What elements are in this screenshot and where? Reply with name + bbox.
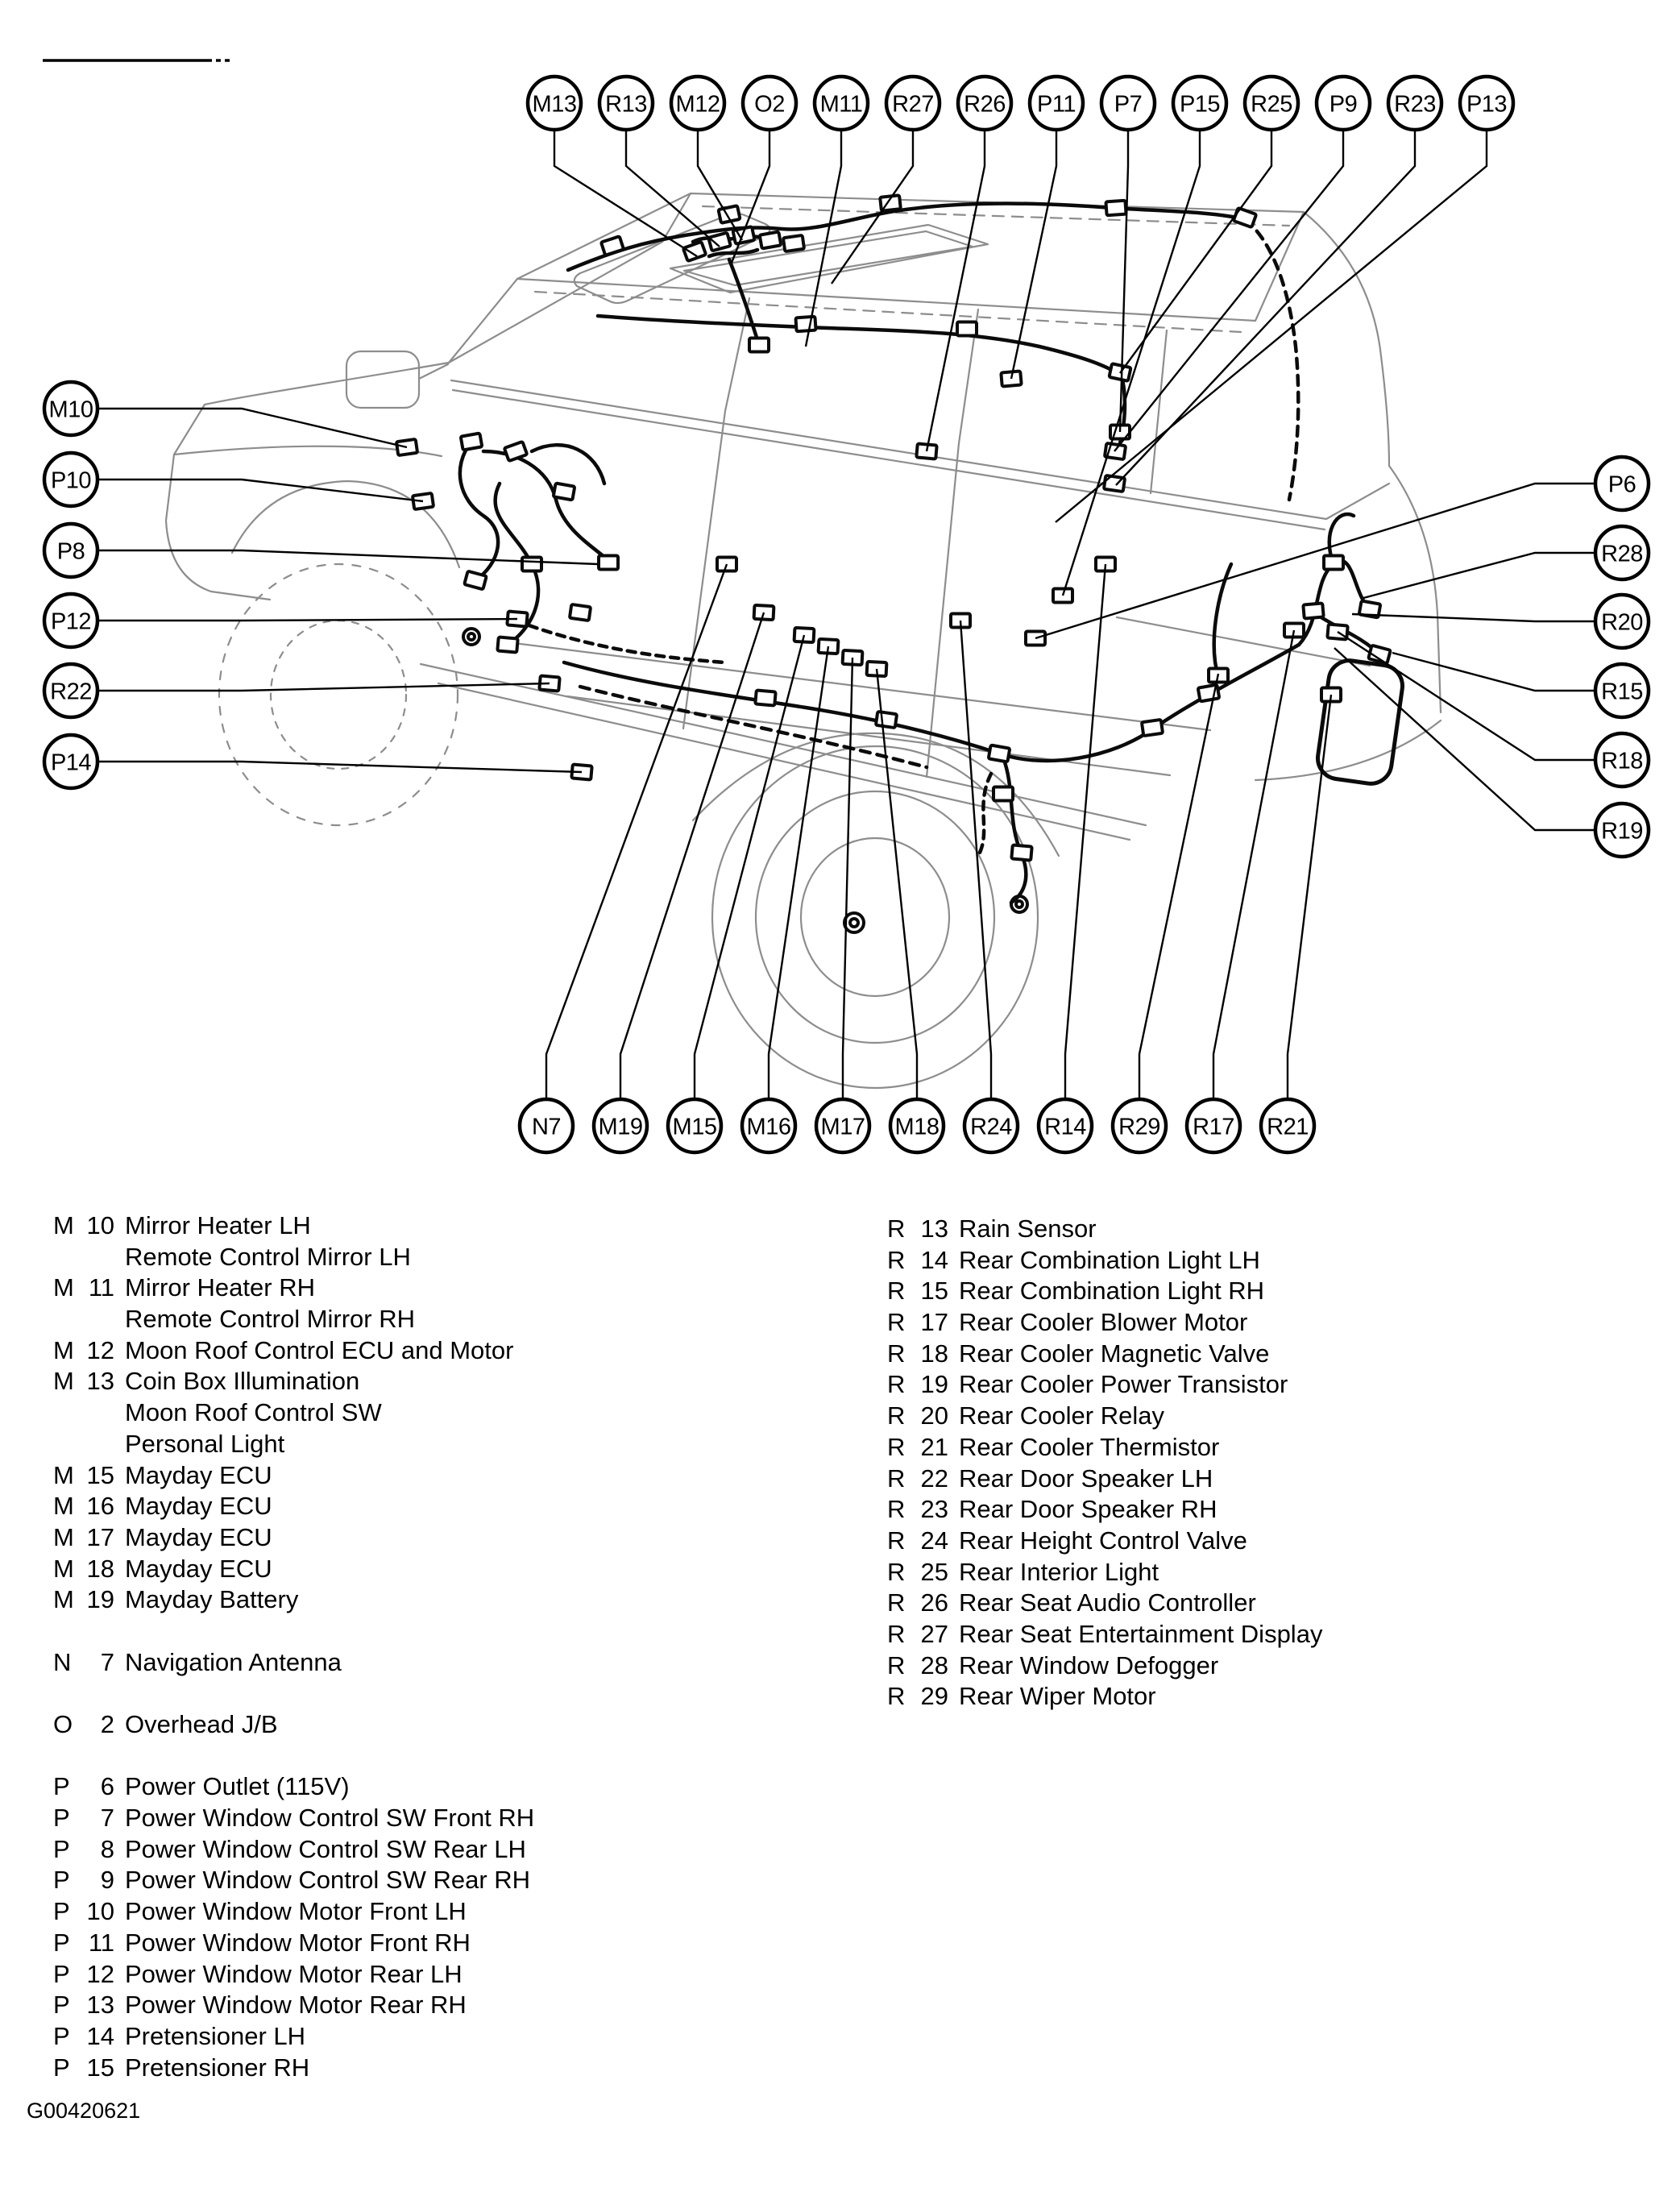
legend-code-letter: P — [53, 1897, 70, 1926]
legend-name: Rear Door Speaker LH — [959, 1464, 1213, 1493]
legend-row — [887, 1557, 1322, 1588]
connector-block — [601, 236, 624, 255]
leader-line-r29 — [1139, 674, 1218, 1099]
callout-label-r23: R23 — [1394, 91, 1436, 118]
connector-block — [760, 232, 782, 249]
legend-code-number: 26 — [920, 1588, 948, 1617]
legend-name: Power Window Control SW Rear LH — [125, 1834, 526, 1863]
legend-code-number: 27 — [920, 1619, 948, 1648]
legend-row — [53, 1834, 534, 1866]
connector-block — [749, 338, 769, 352]
legend-code — [53, 1834, 125, 1866]
callout-label-r21: R21 — [1267, 1114, 1309, 1140]
legend-code-letter: R — [887, 1557, 906, 1586]
legend-row — [887, 1432, 1322, 1464]
legend-code-number: 9 — [100, 1866, 114, 1895]
leader-line-r15 — [1392, 653, 1595, 691]
legend-code — [887, 1588, 959, 1619]
legend-code-number: 24 — [920, 1526, 948, 1555]
callout-label-p9: P9 — [1329, 91, 1358, 118]
legend-name: Rear Cooler Thermistor — [959, 1432, 1220, 1461]
leader-line-r20 — [1352, 614, 1595, 621]
harness-lines — [460, 204, 1405, 903]
leader-line-m18 — [877, 669, 917, 1099]
legend-code — [53, 1709, 125, 1741]
legend-code — [53, 1959, 125, 1991]
legend-name: Power Window Control SW Front RH — [125, 1804, 535, 1833]
legend-code-letter: P — [53, 1804, 70, 1833]
connector-block — [1011, 845, 1031, 860]
legend-name: Rear Door Speaker RH — [959, 1495, 1217, 1524]
connector-block — [1105, 201, 1126, 216]
leader-line-m10 — [97, 409, 407, 447]
legend-group-gap — [53, 1678, 534, 1709]
leader-line-p14 — [97, 762, 582, 772]
legend-code-letter: M — [53, 1335, 74, 1364]
legend-code-number: 14 — [86, 2021, 114, 2050]
legend-code — [53, 1242, 125, 1273]
legend-code-letter: M — [53, 1585, 74, 1614]
legend-code-number: 7 — [100, 1647, 114, 1676]
leader-line-r22 — [97, 683, 550, 691]
legend-row — [53, 1366, 534, 1397]
legend-code-letter: N — [53, 1647, 72, 1676]
legend-row — [53, 2021, 534, 2053]
legend-row — [53, 2053, 534, 2084]
legend-row — [53, 1896, 534, 1928]
connector-block — [683, 242, 706, 261]
legend-name: Power Window Motor Front LH — [125, 1897, 467, 1926]
connector-block — [1303, 603, 1323, 618]
legend-row — [53, 1242, 534, 1273]
legend-code — [53, 2021, 125, 2053]
legend-row — [887, 1369, 1322, 1401]
legend-code — [53, 1304, 125, 1335]
legend-code-letter: M — [53, 1211, 74, 1239]
leader-line-r13 — [626, 130, 720, 247]
legend-code-number: 13 — [920, 1214, 948, 1243]
legend-code-letter: M — [53, 1367, 74, 1396]
legend-code — [887, 1526, 959, 1557]
legend-group-gap — [53, 1616, 534, 1647]
legend-code — [887, 1432, 959, 1464]
legend-row — [53, 1491, 534, 1522]
figure-code: G00420621 — [27, 2099, 141, 2123]
legend-name: Rear Interior Light — [959, 1557, 1159, 1586]
legend-code — [53, 1803, 125, 1834]
leader-line-p10 — [97, 480, 423, 501]
legend-code-number: 18 — [920, 1339, 948, 1368]
callout-label-m10: M10 — [48, 396, 93, 423]
leader-line-r14 — [1065, 564, 1105, 1099]
callout-label-m18: M18 — [894, 1114, 940, 1140]
legend-code-number: 10 — [86, 1897, 114, 1926]
legend-code — [887, 1619, 959, 1650]
legend-right-column — [887, 1214, 1322, 1713]
legend-name: Mayday Battery — [125, 1585, 299, 1614]
legend-code — [887, 1401, 959, 1432]
legend-code-letter: M — [53, 1492, 74, 1521]
connector-block — [795, 317, 815, 332]
legend-code-number: 10 — [86, 1211, 114, 1239]
legend-code-letter: R — [887, 1245, 906, 1274]
connector-block — [1142, 720, 1163, 736]
leader-line-r24 — [960, 621, 991, 1099]
legend-name: Power Outlet (115V) — [125, 1772, 350, 1801]
legend-code-number: 8 — [100, 1834, 114, 1863]
legend-code — [53, 1397, 125, 1429]
connector-block — [504, 442, 527, 461]
legend-code — [887, 1214, 959, 1245]
legend-code-letter: R — [887, 1401, 906, 1430]
legend-code-letter: R — [887, 1682, 906, 1711]
callout-label-r15: R15 — [1601, 679, 1643, 705]
callout-label-p10: P10 — [50, 467, 92, 494]
callout-label-m17: M17 — [820, 1114, 865, 1140]
legend-name: Rear Seat Entertainment Display — [959, 1619, 1323, 1648]
legend-code-letter: R — [887, 1650, 906, 1679]
legend-name: Rear Cooler Relay — [959, 1401, 1164, 1430]
callout-label-m13: M13 — [532, 91, 577, 118]
callout-label-p6: P6 — [1607, 471, 1636, 498]
callout-label-m16: M16 — [746, 1114, 791, 1140]
legend-group-gap — [53, 1741, 534, 1772]
legend-code-number: 11 — [88, 1928, 114, 1957]
leader-line-r19 — [1334, 648, 1595, 830]
legend-code-letter: R — [887, 1495, 906, 1524]
legend-code — [53, 1990, 125, 2021]
legend-code — [53, 1554, 125, 1585]
legend-name: Rear Combination Light RH — [959, 1277, 1265, 1306]
callout-label-p8: P8 — [56, 538, 85, 565]
connector-blocks — [396, 195, 1391, 860]
legend-code — [53, 1584, 125, 1616]
legend-row — [887, 1681, 1322, 1713]
callout-label-r25: R25 — [1251, 91, 1292, 118]
callout-label-m12: M12 — [675, 91, 720, 118]
callout-label-p15: P15 — [1179, 91, 1221, 118]
legend-name: Rear Cooler Power Transistor — [959, 1370, 1288, 1399]
leader-line-r25 — [1120, 130, 1271, 373]
legend-name: Remote Control Mirror LH — [125, 1242, 411, 1271]
legend-row — [53, 1709, 534, 1741]
legend-name: Mayday ECU — [125, 1522, 272, 1551]
callout-label-n7: N7 — [531, 1114, 562, 1140]
legend-code-letter: P — [53, 2021, 70, 2050]
legend-code-letter: M — [53, 1522, 74, 1551]
callout-label-p7: P7 — [1114, 91, 1143, 118]
callout-label-p13: P13 — [1466, 91, 1508, 118]
legend-code — [887, 1339, 959, 1370]
legend-code — [887, 1245, 959, 1277]
callout-label-r24: R24 — [970, 1114, 1012, 1140]
connector-block — [1324, 556, 1343, 570]
legend-code-number: 15 — [920, 1277, 948, 1306]
leader-line-n7 — [546, 564, 727, 1099]
legend-row — [53, 1865, 534, 1896]
legend-code-number: 17 — [86, 1522, 114, 1551]
legend-code-number: 18 — [86, 1554, 114, 1583]
legend-code-number: 11 — [88, 1273, 114, 1302]
leader-line-m19 — [620, 612, 764, 1099]
legend-row — [887, 1245, 1322, 1277]
legend-code — [887, 1464, 959, 1495]
callout-label-r22: R22 — [50, 679, 92, 705]
legend-name: Moon Roof Control SW — [125, 1398, 382, 1427]
legend-code-number: 16 — [86, 1492, 114, 1521]
legend-left-column — [53, 1210, 534, 2083]
leader-line-m11 — [806, 130, 841, 347]
legend-code-number: 25 — [920, 1557, 948, 1586]
legend-name: Rear Cooler Magnetic Valve — [959, 1339, 1270, 1368]
legend-code — [53, 1771, 125, 1803]
legend-row — [887, 1526, 1322, 1557]
legend-code-letter: M — [53, 1273, 74, 1302]
legend-code-number: 14 — [920, 1245, 948, 1274]
legend-row — [53, 1335, 534, 1367]
legend-row — [53, 1990, 534, 2021]
connector-block — [989, 745, 1010, 762]
legend-code — [53, 1522, 125, 1554]
legend-code — [53, 1865, 125, 1896]
legend-row — [887, 1588, 1322, 1619]
connector-block — [755, 690, 775, 705]
connector-block — [708, 233, 731, 251]
legend-row — [887, 1619, 1322, 1650]
legend-name: Overhead J/B — [125, 1710, 278, 1738]
legend-code-number: 19 — [86, 1585, 114, 1614]
legend-code-letter: M — [53, 1460, 74, 1489]
legend-code-number: 15 — [86, 1460, 114, 1489]
callout-label-m19: M19 — [598, 1114, 643, 1140]
legend-code — [53, 1335, 125, 1367]
legend-code-number: 20 — [920, 1401, 948, 1430]
connector-block — [570, 604, 591, 621]
callout-label-p12: P12 — [50, 608, 92, 635]
leader-line-r26 — [927, 130, 985, 451]
legend-row — [53, 1210, 534, 1242]
legend-name: Coin Box Illumination — [125, 1367, 360, 1396]
legend-row — [53, 1803, 534, 1834]
legend-code — [53, 2053, 125, 2084]
legend-row — [53, 1460, 534, 1492]
legend-row — [53, 1429, 534, 1460]
legend-row — [53, 1584, 534, 1616]
legend-code-letter: R — [887, 1339, 906, 1368]
callout-label-r14: R14 — [1044, 1114, 1086, 1140]
legend-row — [53, 1771, 534, 1803]
legend-row — [887, 1307, 1322, 1339]
legend-name: Power Window Motor Rear RH — [125, 1991, 467, 2020]
legend-code — [887, 1276, 959, 1307]
legend-row — [887, 1276, 1322, 1307]
legend-code-number: 29 — [920, 1682, 948, 1711]
callout-label-r13: R13 — [605, 91, 647, 118]
connector-block — [497, 637, 517, 652]
legend-row — [887, 1650, 1322, 1682]
legend-name: Rear Combination Light LH — [959, 1245, 1260, 1274]
legend-name: Power Window Motor Front RH — [125, 1928, 471, 1957]
legend-row — [53, 1522, 534, 1554]
legend-code — [887, 1494, 959, 1526]
callout-label-m11: M11 — [819, 91, 863, 118]
legend-code-number: 2 — [100, 1710, 114, 1738]
legend-code-number: 12 — [86, 1959, 114, 1988]
legend-code — [53, 1429, 125, 1460]
legend-code-number: 7 — [100, 1804, 114, 1833]
legend-row — [887, 1464, 1322, 1495]
legend-code-letter: M — [53, 1554, 74, 1583]
legend-code-number: 15 — [86, 2053, 114, 2082]
callout-label-m15: M15 — [672, 1114, 717, 1140]
legend-row — [53, 1959, 534, 1991]
legend-code-letter: R — [887, 1464, 906, 1493]
legend-code-letter: R — [887, 1370, 906, 1399]
legend-code — [53, 1928, 125, 1959]
legend-code-number: 6 — [100, 1772, 114, 1801]
legend-code-letter: R — [887, 1214, 906, 1243]
legend-row — [887, 1401, 1322, 1432]
legend-code — [53, 1273, 125, 1304]
legend-code — [53, 1210, 125, 1242]
legend-code-letter: R — [887, 1588, 906, 1617]
callout-label-r19: R19 — [1601, 818, 1643, 845]
legend-name: Mayday ECU — [125, 1554, 272, 1583]
leader-line-r28 — [1363, 553, 1595, 598]
legend-name: Mirror Heater LH — [125, 1211, 311, 1239]
connector-block — [461, 434, 483, 450]
legend-code-number: 23 — [920, 1495, 948, 1524]
legend-code — [887, 1369, 959, 1401]
connector-block — [783, 235, 804, 251]
legend-code-number: 21 — [920, 1432, 948, 1461]
connector-block — [957, 322, 977, 336]
legend-row — [53, 1647, 534, 1679]
legend-code — [53, 1491, 125, 1522]
legend-name: Personal Light — [125, 1429, 285, 1458]
legend-name: Mayday ECU — [125, 1492, 272, 1521]
legend-row — [53, 1304, 534, 1335]
legend-name: Rear Window Defogger — [959, 1650, 1219, 1679]
leader-line-m16 — [769, 646, 828, 1099]
legend-code-letter: P — [53, 1866, 70, 1895]
callout-label-r27: R27 — [892, 91, 934, 118]
leader-line-p12 — [97, 619, 517, 621]
legend-name: Rear Wiper Motor — [959, 1682, 1156, 1711]
connector-block — [993, 787, 1013, 801]
connector-block — [599, 556, 618, 570]
legend-code-letter: R — [887, 1432, 906, 1461]
legend-code-letter: R — [887, 1526, 906, 1555]
leader-line-m17 — [843, 658, 852, 1099]
legend-code — [887, 1681, 959, 1713]
connector-block — [876, 712, 897, 728]
legend-code — [887, 1557, 959, 1588]
callout-label-r29: R29 — [1118, 1114, 1160, 1140]
legend-row — [53, 1554, 534, 1585]
legend-name: Mayday ECU — [125, 1460, 272, 1489]
legend-name: Rear Seat Audio Controller — [959, 1588, 1256, 1617]
legend-code-letter: P — [53, 2053, 70, 2082]
legend-name: Remote Control Mirror RH — [125, 1305, 416, 1334]
connector-block — [464, 571, 487, 590]
legend-code-number: 17 — [920, 1308, 948, 1337]
legend-code-number: 12 — [86, 1335, 114, 1364]
callout-label-p11: P11 — [1037, 91, 1076, 118]
legend-code — [53, 1896, 125, 1928]
leader-line-p15 — [1063, 130, 1200, 596]
legend-name: Navigation Antenna — [125, 1647, 342, 1676]
legend-row — [887, 1339, 1322, 1370]
legend-row — [53, 1273, 534, 1304]
connector-block — [554, 484, 575, 500]
legend-code-letter: O — [53, 1710, 73, 1738]
legend-name: Rain Sensor — [959, 1214, 1097, 1243]
legend-code-number: 13 — [86, 1367, 114, 1396]
legend-code — [53, 1647, 125, 1679]
legend-code-letter: P — [53, 1959, 70, 1988]
callout-label-r18: R18 — [1601, 748, 1643, 774]
leader-lines — [97, 130, 1595, 1099]
legend-code-number: 13 — [86, 1991, 114, 2020]
legend-row — [53, 1928, 534, 1959]
legend-code — [887, 1307, 959, 1339]
leader-line-p9 — [1114, 130, 1343, 451]
legend-name: Pretensioner RH — [125, 2053, 310, 2082]
legend-name: Pretensioner LH — [125, 2021, 306, 2050]
legend-code-letter: R — [887, 1308, 906, 1337]
legend-code-letter: P — [53, 1928, 70, 1957]
legend-name: Power Window Control SW Rear RH — [125, 1866, 531, 1895]
legend-code-letter: R — [887, 1277, 906, 1306]
legend-code — [53, 1460, 125, 1492]
connector-block — [522, 558, 541, 571]
callout-label-r17: R17 — [1193, 1114, 1234, 1140]
callout-label-r26: R26 — [964, 91, 1006, 118]
legend-code-number: 19 — [920, 1370, 948, 1399]
leader-line-r21 — [1288, 695, 1331, 1099]
legend-name: Power Window Motor Rear LH — [125, 1959, 463, 1988]
callout-label-r28: R28 — [1601, 541, 1643, 567]
callout-label-o2: O2 — [754, 91, 785, 118]
legend-name: Moon Roof Control ECU and Motor — [125, 1335, 514, 1364]
legend-name: Rear Cooler Blower Motor — [959, 1308, 1248, 1337]
legend-code — [53, 1366, 125, 1397]
legend-code-number: 22 — [920, 1464, 948, 1493]
legend-row — [887, 1214, 1322, 1245]
callout-label-r20: R20 — [1601, 609, 1643, 636]
legend-name: Rear Height Control Valve — [959, 1526, 1247, 1555]
legend-row — [53, 1397, 534, 1429]
legend-name: Mirror Heater RH — [125, 1273, 315, 1302]
callout-label-p14: P14 — [50, 749, 92, 776]
legend-code-letter: R — [887, 1619, 906, 1648]
legend-code-number: 28 — [920, 1650, 948, 1679]
legend-code-letter: P — [53, 1834, 70, 1863]
legend-code — [887, 1650, 959, 1682]
legend-code-letter: P — [53, 1772, 70, 1801]
legend-row — [887, 1494, 1322, 1526]
leader-line-r17 — [1213, 630, 1294, 1099]
legend-code-letter: P — [53, 1991, 70, 2020]
